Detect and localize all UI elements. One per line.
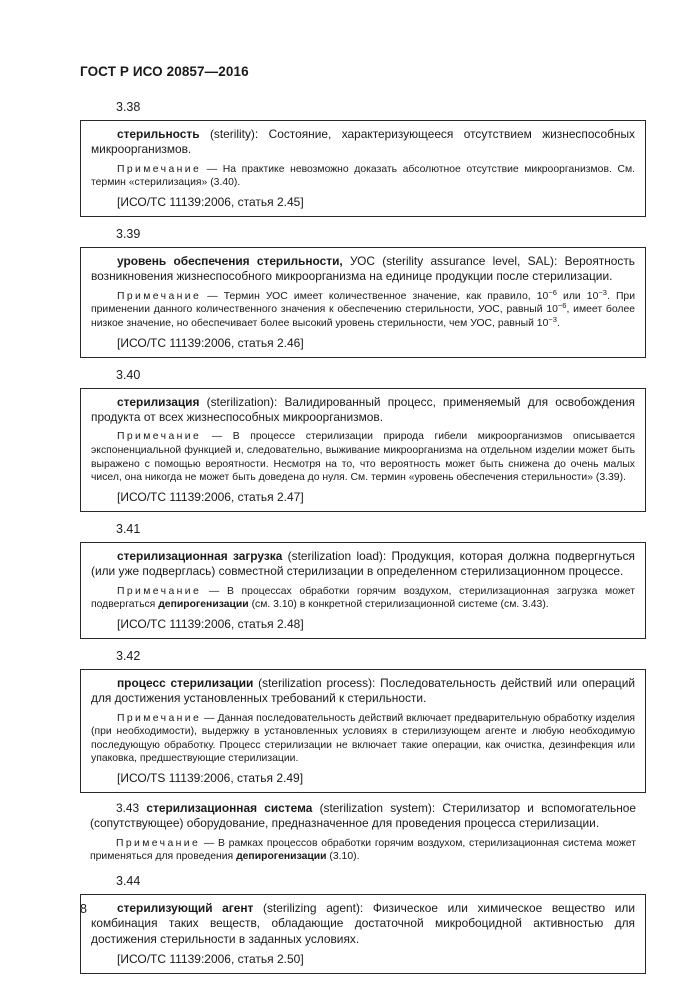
entry-number: 3.39 (116, 227, 141, 241)
term: стерилизующий агент (117, 900, 254, 915)
entry-number: 3.40 (116, 367, 141, 382)
definition: уровень обеспечения стерильности, УОС (sterility assurance level, SAL): Вероятность возникновения жизнеспособного микроорганизма на единице продукции после стерилизации. (91, 254, 635, 284)
entry-number: 3.38 (116, 100, 141, 114)
definition-box (80, 894, 646, 974)
page-number: 8 (80, 902, 87, 916)
entry-number: 3.41 (116, 521, 141, 536)
definition-box (80, 669, 646, 793)
source-reference: [ИСО/ТС 11139:2006, статья 2.45] (117, 195, 304, 209)
note: Примечание — В процессах обработки горячим воздухом, стерилизационная загрузка может подвергаться депирогенизации (см. 3.10) в конкретной стерилизационной системе (см. 3.43). (91, 585, 635, 611)
term: уровень обеспечения стерильности, (117, 254, 343, 268)
entry-number: 3.44 (116, 873, 141, 888)
entry-number: 3.43 (116, 800, 140, 815)
note: Примечание — В процессе стерилизации природа гибели микроорганизмов описывается экспоненциальной функцией и, следовательно, выживание микроорганизма на отдельном изделии может быть выражено с помощью вероятности. Несмотря на то, что вероятность может быть снижена до очень малых чисел, она никогда не может быть доведена до нуля. См. термин «уровень обеспечения стерильности» (3.39). (91, 431, 635, 484)
source-reference: [ИСО/ТС 11139:2006, статья 2.46] (117, 335, 304, 350)
note: Примечание — В рамках процессов обработки горячим воздухом, стерилизационная система может применяться для проведения депирогенизации (3.10). (90, 837, 636, 863)
note-label: Примечание (117, 431, 202, 443)
definition-box (80, 388, 646, 512)
definition-box (80, 542, 646, 639)
definition: стерилизация (sterilization): Валидированный процесс, применяемый для освобождения продукта от всех жизнеспособных микроорганизмов. (91, 394, 635, 424)
page-header: ГОСТ Р ИСО 20857—2016 (80, 64, 249, 79)
document-body (80, 98, 646, 982)
note: Примечание — Данная последовательность действий включает предварительную обработку изделия (при необходимости), выдержку в установленных условиях в стерилизующем агенте и любую необходимую последующую обработку. Процесс стерилизации не включает такие операции, как очистка, дезинфекция или упаковка, предшествующие стерилизации. (91, 712, 636, 765)
note-label: Примечание (117, 712, 202, 724)
cross-reference-term: депирогенизации (158, 599, 249, 611)
definition: процесс стерилизации (sterilization process): Последовательность действий или операций для достижения установленных требований к стерильности. (91, 675, 635, 706)
source-reference: [ИСО/ТС 11139:2006, статья 2.47] (117, 489, 304, 504)
definition-box (80, 247, 646, 358)
note-label: Примечание (117, 163, 202, 175)
source-reference: [ИСО/ТС 11139:2006, статья 2.48] (117, 616, 304, 631)
source-reference: [ИСО/TS 11139:2006, статья 2.49] (117, 770, 304, 785)
definition: стерилизующий агент (sterilizing agent): Физическое или химическое вещество или комбинация таких веществ, обладающие достаточной микробоцидной активностью для достижения стерильности в заданных условиях. (91, 900, 635, 946)
cross-reference-term: депирогенизации (236, 851, 327, 863)
note: Примечание — Термин УОС имеет количественное значение, как правило, $10^{-6}$ или $10^{-3}$. При применении данного количественного значения к обеспечению стерильности, УОС, равный $10^{-6}$, имеет более низкое значение, но обеспечивает более высокий уровень стерильности, чем УОС, равный $10^{-3}$. (91, 287, 635, 329)
note-label: Примечание (116, 837, 201, 849)
term: процесс стерилизации (117, 675, 254, 690)
source-reference: [ИСО/ТС 11139:2006, статья 2.50] (117, 952, 304, 967)
definition-box (80, 120, 646, 217)
term: стерилизационная загрузка (117, 548, 283, 563)
term: стерилизация (117, 394, 200, 409)
note: Примечание — На практике невозможно доказать абсолютное отсутствие микроорганизмов. См. термин «стерилизация» (3.40). (91, 163, 635, 189)
note-label: Примечание (117, 585, 202, 597)
definition: стерилизационная загрузка (sterilization load): Продукция, которая должна подвергнуться (или уже подверглась) совместной стерилизации в определенном стерилизационном процессе. (91, 548, 635, 579)
definition-unboxed (80, 801, 646, 864)
definition: 3.43 стерилизационная система (sterilization system): Стерилизатор и вспомогательное (сопутствующее) оборудование, предназначенное для проведения процесса стерилизации. (90, 800, 636, 831)
term: стерилизационная система (146, 800, 313, 815)
note-label: Примечание (117, 290, 202, 302)
definition: стерильность (sterility): Состояние, характеризующееся отсутствием жизнеспособных микроорганизмов. (91, 127, 635, 157)
entry-number: 3.42 (116, 648, 141, 663)
term: стерильность (117, 127, 200, 141)
